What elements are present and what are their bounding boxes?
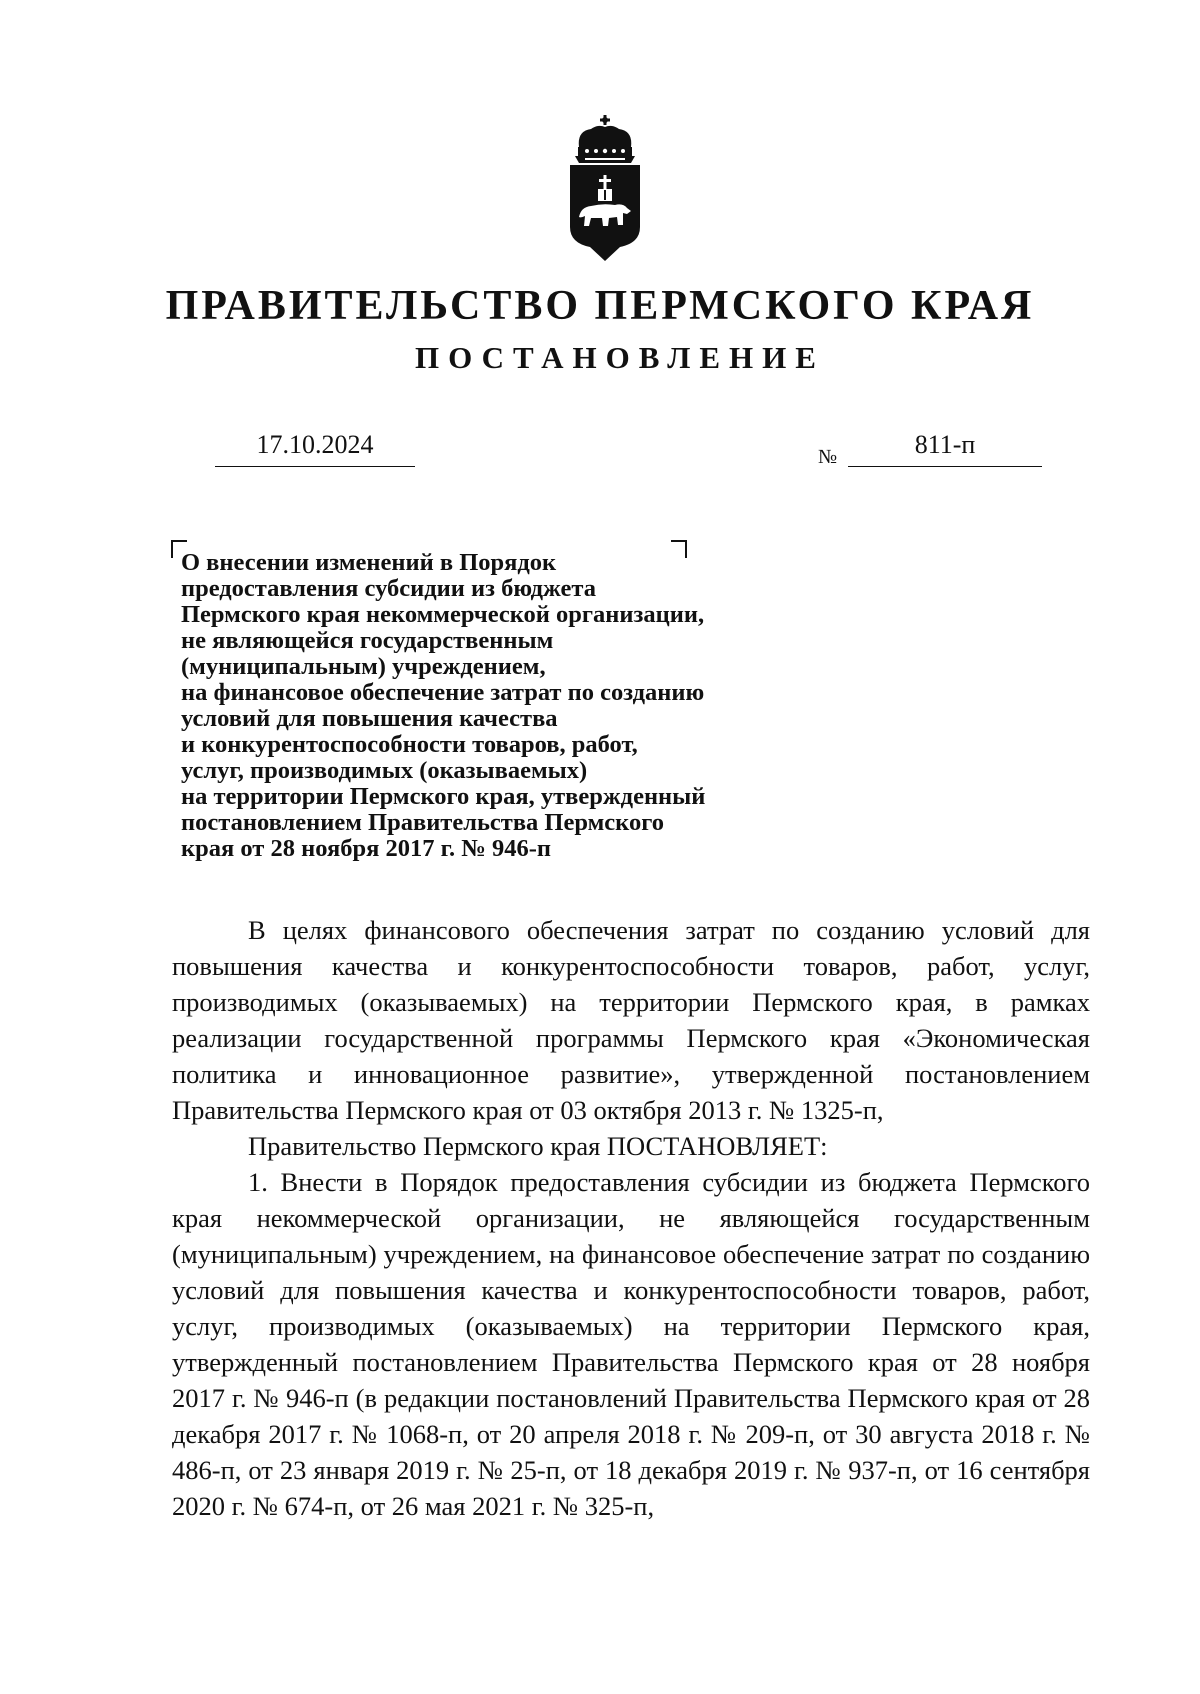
subject-line: предоставления субсидии из бюджета — [181, 575, 596, 602]
preamble-paragraph: В целях финансового обеспечения затрат по созданию условий для повышения качества и конкурентоспособности товаров, работ, услуг, производимых (оказываемых) на территории Пермского края, в рамках реализации государственной программы Пермского края «Экономическая политика и инновационное развитие», утвержденной постановлением Правительства Пермского края от 03 октября 2013 г. № 1325-п, — [172, 915, 1090, 1125]
document-type: ПОСТАНОВЛЕНИЕ — [415, 340, 825, 375]
subject-line: услуг, производимых (оказываемых) — [181, 757, 588, 784]
item-1-paragraph: 1. Внести в Порядок предоставления субсидии из бюджета Пермского края некоммерческой организации, не являющейся государственным (муниципальным) учреждением, на финансовое обеспечение затрат по созданию условий для повышения качества и конкурентоспособности товаров, работ, услуг, производимых (оказываемых) на территории Пермского края, утвержденный постановлением Правительства Пермского края от 28 ноября 2017 г. № 946-п (в редакции постановлений Правительства Пермского края от 28 декабря 2017 г. № 1068-п, от 20 апреля 2018 г. № 209-п, от 30 августа 2018 г. № 486-п, от 23 января 2019 г. № 25-п, от 18 декабря 2019 г. № 937-п, от 16 сентября 2020 г. № 674-п, от 26 мая 2021 г. № 325-п, — [172, 1167, 1090, 1521]
date-underline — [215, 466, 415, 467]
subject-line: не являющейся государственным — [181, 627, 554, 654]
document-body — [172, 912, 1090, 1524]
subject-line: на финансовое обеспечение затрат по созданию — [181, 679, 705, 706]
subject-line: и конкурентоспособности товаров, работ, — [181, 731, 638, 758]
document-number: 811-п — [914, 430, 976, 459]
subject-line: на территории Пермского края, утвержденный — [181, 783, 706, 810]
subject-line: Пермского края некоммерческой организации, — [181, 601, 705, 628]
subject-line: условий для повышения качества — [181, 705, 558, 732]
government-title: ПРАВИТЕЛЬСТВО ПЕРМСКОГО КРАЯ — [165, 283, 1035, 329]
document-subject — [181, 550, 821, 862]
subject-line: края от 28 ноября 2017 г. № 946-п — [181, 835, 552, 862]
perm-krai-coat-of-arms-icon — [565, 115, 645, 265]
subject-line: постановлением Правительства Пермского — [181, 809, 664, 836]
number-sign: № — [818, 446, 838, 468]
subject-line: О внесении изменений в Порядок — [181, 549, 557, 576]
subject-line: (муниципальным) учреждением, — [181, 653, 546, 680]
resolution-paragraph: Правительство Пермского края ПОСТАНОВЛЯЕТ: — [248, 1131, 828, 1161]
document-date: 17.10.2024 — [256, 430, 374, 459]
number-underline — [848, 466, 1042, 467]
